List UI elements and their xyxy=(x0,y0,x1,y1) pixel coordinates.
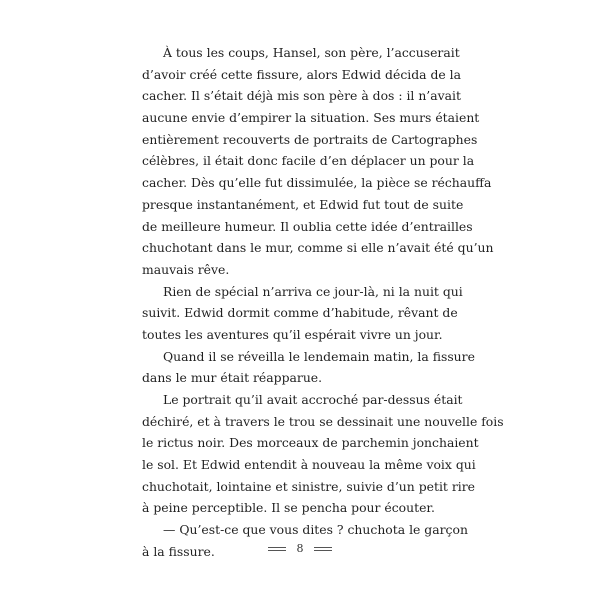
text-line: chuchotait, lointaine et sinistre, suivie d’un petit rire xyxy=(142,478,475,494)
text-line: aucune envie d’empirer la situation. Ses murs étaient xyxy=(142,110,480,126)
text-line: dans le mur était réapparue. xyxy=(142,370,323,386)
text-line: toutes les aventures qu’il espérait vivre un jour. xyxy=(142,326,443,342)
ornament-left-icon xyxy=(266,545,288,553)
text-line: entièrement recouverts de portraits de Cartographes xyxy=(142,131,478,147)
text-line: à peine perceptible. Il se pencha pour écouter. xyxy=(142,500,435,516)
text-line: le sol. Et Edwid entendit à nouveau la même voix qui xyxy=(142,457,476,473)
text-line: Le portrait qu’il avait accroché par-dessus était xyxy=(163,392,463,407)
text-line: suivit. Edwid dormit comme d’habitude, rêvant de xyxy=(142,305,458,321)
text-line: cacher. Dès qu’elle fut dissimulée, la pièce se réchauffa xyxy=(142,175,492,191)
text-line: cacher. Il s’était déjà mis son père à dos : il n’avait xyxy=(142,88,461,104)
text-line: déchiré, et à travers le trou se dessinait une nouvelle fois xyxy=(142,413,504,429)
page-footer xyxy=(0,542,600,555)
text-line: célèbres, il était donc facile d’en déplacer un pour la xyxy=(142,153,475,169)
text-line: À tous les coups, Hansel, son père, l’accuserait xyxy=(163,45,460,60)
text-line: chuchotant dans le mur, comme si elle n’avait été qu’un xyxy=(142,240,494,256)
text-line: mauvais rêve. xyxy=(142,261,230,277)
ornament-right-icon xyxy=(312,545,334,553)
body-text xyxy=(142,42,504,563)
text-line: Quand il se réveilla le lendemain matin, la fissure xyxy=(163,348,475,364)
text-line: — Qu’est-ce que vous dites ? chuchota le garçon xyxy=(163,522,468,538)
text-line: d’avoir créé cette fissure, alors Edwid décida de la xyxy=(142,66,462,82)
text-line: presque instantanément, et Edwid fut tout de suite xyxy=(142,196,464,212)
text-line: Rien de spécial n’arriva ce jour-là, ni la nuit qui xyxy=(163,283,463,299)
text-line: le rictus noir. Des morceaux de parchemin jonchaient xyxy=(142,435,479,451)
text-line: de meilleure humeur. Il oublia cette idée d’entrailles xyxy=(142,218,473,234)
page-number: 8 xyxy=(296,542,304,555)
text-line: à la fissure. xyxy=(142,543,215,559)
